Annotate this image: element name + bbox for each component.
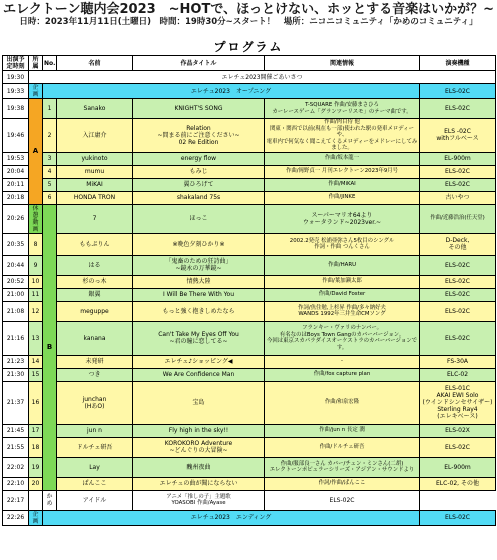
table-row <box>3 490 496 510</box>
row-time: 19:38 <box>3 99 29 119</box>
row-instrument: ELS-01C AKAI EWI Solo (ウインドシンセサイザー) Sterling Ray4 (エレキベース) <box>420 381 496 424</box>
row-title: We Are Confidence Man <box>133 368 265 381</box>
table-row <box>3 477 496 490</box>
row-title: もっと強く抱きしめたなら <box>133 301 265 321</box>
row-artist: はる <box>57 255 133 275</box>
row-related: 作曲/岡野貞一 月刊エレクトーン2023年9月号 <box>265 165 420 178</box>
row-artist: mumu <box>57 165 133 178</box>
col-title: 作品タイトル <box>133 56 265 71</box>
row-title: I Will Be There With You <box>133 288 265 301</box>
table-row <box>3 457 496 477</box>
row-related: 作曲/HARU <box>265 255 420 275</box>
row-number: 4 <box>43 165 57 178</box>
row-announcement: エレチュ2023開催ごあいさつ <box>29 71 496 84</box>
block-label: B <box>43 204 57 490</box>
table-row <box>3 255 496 275</box>
program-table <box>2 55 496 526</box>
row-related: 作詞/魚住勉,上杉昇 作曲/多々納好夫 WANDS 1992年三井生命CMソング <box>265 301 420 321</box>
col-no: No. <box>43 56 57 71</box>
row-artist: つき <box>57 368 133 381</box>
table-row <box>3 437 496 457</box>
program-heading: プログラム <box>213 40 284 54</box>
header <box>0 0 497 34</box>
row-instrument: ELS-02C <box>420 510 496 525</box>
row-artist: Sanako <box>57 99 133 119</box>
row-instrument: ELS-02C <box>420 165 496 178</box>
row-number: 20 <box>29 477 43 490</box>
row-time: 21:23 <box>3 355 29 368</box>
row-artist: jun n <box>57 424 133 437</box>
row-number: 2 <box>43 119 57 153</box>
row-instrument: EL-900m <box>420 457 496 477</box>
table-row <box>3 99 496 119</box>
row-time: 19:53 <box>3 152 29 165</box>
row-artist: ドルチェ研吾 <box>57 437 133 457</box>
row-title: アイドル <box>57 490 133 510</box>
row-instrument: ELC-02 <box>420 368 496 381</box>
row-artist: meguppe <box>57 301 133 321</box>
row-time: 21:00 <box>3 288 29 301</box>
table-row <box>3 119 496 153</box>
table-row <box>3 510 496 525</box>
table-row <box>3 152 496 165</box>
row-time: 20:18 <box>3 191 29 204</box>
row-number: 10 <box>29 275 43 288</box>
row-title: 宝島 <box>133 381 265 424</box>
row-time: 22:10 <box>3 477 29 490</box>
row-instrument: ELS-02C <box>420 255 496 275</box>
row-title: Can't Take My Eyes Off You ~君の瞳に恋してる~ <box>133 321 265 355</box>
table-row <box>3 301 496 321</box>
row-instrument: D-Deck, その他 <box>420 233 496 255</box>
row-related: 作曲/服部良一さん カバー/チェン・ミンさん(二胡) エレクトーンポピュラーシリーズ・アジアン・サウンドより <box>265 457 420 477</box>
row-related: フランキー・ヴァリのナンバー。 有名なのはBoys Town Gangのカバーバージョン。 今回は東京スカパラダイスオーケストラのカバーバージョンです。 <box>265 321 420 355</box>
row-instrument: ELS-02C <box>420 437 496 457</box>
row-number: 16 <box>29 381 43 424</box>
row-time: 20:35 <box>3 233 29 255</box>
table-row <box>3 233 496 255</box>
row-number: 3 <box>43 152 57 165</box>
table-header-row <box>3 56 496 71</box>
row-title: もみじ <box>133 165 265 178</box>
table-row <box>3 355 496 368</box>
row-block: 企画 <box>29 84 43 99</box>
row-time: 19:46 <box>3 119 29 153</box>
table-row <box>3 288 496 301</box>
row-time: 22:02 <box>3 457 29 477</box>
row-artist: ももぷりん <box>57 233 133 255</box>
row-time: 21:08 <box>3 301 29 321</box>
row-time: 21:37 <box>3 381 29 424</box>
row-related: - <box>265 355 420 368</box>
table-row <box>3 191 496 204</box>
row-related: 作曲/JINKE <box>265 191 420 204</box>
row-related: T-SQUARE 作曲/安藤まさひろ カーレースゲーム「グランツーリスモ」のテーマ曲です。 <box>265 99 420 119</box>
row-instrument: FS-30A <box>420 355 496 368</box>
row-number: 12 <box>29 301 43 321</box>
row-instrument: 古いやつ <box>420 191 496 204</box>
row-title: 翼ひろげて <box>133 178 265 191</box>
row-related: 作曲/jun n 長定 潤 <box>265 424 420 437</box>
table-row <box>3 165 496 178</box>
row-time: 20:26 <box>3 204 29 233</box>
row-title: KOROKORO Adventure ~どんぐりの大冒険~ <box>133 437 265 457</box>
row-time: 20:04 <box>3 165 29 178</box>
row-title: Relation ~間まる前にご注意ください~ 02 Re Edition <box>133 119 265 153</box>
row-number: 14 <box>29 355 43 368</box>
row-time: 21:55 <box>3 437 29 457</box>
row-artist: ほっこ <box>133 204 265 233</box>
row-block: 企画 <box>29 510 43 525</box>
row-instrument: ELS -02C withフルベース <box>420 119 496 153</box>
row-related: 作曲/MiKAI <box>265 178 420 191</box>
row-number: 18 <box>29 437 43 457</box>
table-row <box>3 204 496 233</box>
row-instrument: ELS-02C <box>420 275 496 288</box>
table-row <box>3 321 496 355</box>
row-number: 6 <box>43 191 57 204</box>
row-number: 11 <box>29 288 43 301</box>
row-related: 作曲/肉目侍 他 関東・関西で以前(現在も一部)使われた駅の発車メロディーや、 電車内で何気なく聞こえてくるメロディーをメドレーにしてみました。 <box>265 119 420 153</box>
row-title: Fly high in the sky!! <box>133 424 265 437</box>
row-time: 20:11 <box>3 178 29 191</box>
row-related: 作曲/ドルチェ研吾 <box>265 437 420 457</box>
row-related: 作曲/fox capture plan <box>265 368 420 381</box>
table-row <box>3 84 496 99</box>
row-title: 情熱大陸 <box>133 275 265 288</box>
row-artist: 銀翼 <box>57 288 133 301</box>
table-body <box>3 71 496 526</box>
row-time: 21:45 <box>3 424 29 437</box>
col-related: 関連情報 <box>265 56 420 71</box>
row-instrument: ELS-02C <box>265 490 420 510</box>
row-artist: 未発研 <box>57 355 133 368</box>
row-artist: kanana <box>57 321 133 355</box>
row-number: 13 <box>29 321 43 355</box>
event-subtitle: 日時：2023年11月11日(土曜日) 時間：19時30分~スタート！ 場所：ニコニコミュニティ「かめのコミュニティ」 <box>19 17 478 27</box>
col-block: 所属 <box>29 56 43 71</box>
row-instrument: ELS-02X <box>420 424 496 437</box>
row-artist: HONDA TRON <box>57 191 133 204</box>
table-row <box>3 381 496 424</box>
row-related: 作曲/葉加瀬太郎 <box>265 275 420 288</box>
row-time: 19:30 <box>3 71 29 84</box>
row-artist: 杉のっ木 <box>57 275 133 288</box>
row-number: 15 <box>29 368 43 381</box>
col-artist: 名前 <box>57 56 133 71</box>
event-title: エレクトーン聴内会2023 ~HOTで、ほっとけない、ホッとする音楽はいかが？~ <box>3 2 494 17</box>
row-number <box>29 490 43 510</box>
row-instrument: ELS-02C <box>420 288 496 301</box>
row-number: 1 <box>43 99 57 119</box>
row-instrument: ELS-02C <box>420 99 496 119</box>
row-related: 作曲/近藤浩治(任天堂) <box>420 204 496 233</box>
row-title: ※晩色夕刻ひかり※ <box>133 233 265 255</box>
block-label: A <box>29 99 43 205</box>
row-title: スーパーマリオ64より ウォータランド~2023ver.~ <box>265 204 420 233</box>
row-time: 21:30 <box>3 368 29 381</box>
row-block: 休憩 動画 <box>29 204 43 233</box>
row-number: 7 <box>57 204 133 233</box>
col-time: 出演予定時刻 <box>3 56 29 71</box>
row-number: 5 <box>43 178 57 191</box>
row-number: 19 <box>29 457 43 477</box>
row-title: エレチュ♪ショッピング◀ <box>133 355 265 368</box>
row-time: 22:17 <box>3 490 29 510</box>
row-instrument: EL-900m <box>420 152 496 165</box>
row-instrument: ELS-02C <box>420 178 496 191</box>
row-related: 作詞/作曲/ぱんここ <box>265 477 420 490</box>
table-row <box>3 71 496 84</box>
table-row <box>3 275 496 288</box>
row-title: 「鬼畜のための狂詩曲」 ~鏡永の万華鏡~ <box>133 255 265 275</box>
row-title: 醜州夜曲 <box>133 457 265 477</box>
row-related: 作曲/和泉宏隆 <box>265 381 420 424</box>
row-instrument: ELC-02, その他 <box>420 477 496 490</box>
row-time: 20:52 <box>3 275 29 288</box>
row-time: 20:44 <box>3 255 29 275</box>
row-number: 8 <box>29 233 43 255</box>
row-related: アニメ「推しの子」主題歌 YOASOBI 作曲/Ayase <box>133 490 265 510</box>
row-artist: MiKAI <box>57 178 133 191</box>
row-instrument: ELS-02C <box>420 84 496 99</box>
row-related: 作曲/David Foster <box>265 288 420 301</box>
row-related: 2002.2発売 松浦亜弥さん5枚目のシングル 作詞・作曲 つんくさん <box>265 233 420 255</box>
table-row <box>3 424 496 437</box>
row-number: 9 <box>29 255 43 275</box>
row-related: 作曲/坂本龍一 <box>265 152 420 165</box>
row-artist: junchan (HあO) <box>57 381 133 424</box>
col-instrument: 演奏機種 <box>420 56 496 71</box>
row-time: 21:16 <box>3 321 29 355</box>
row-artist: かめ <box>43 490 57 510</box>
row-title: KNIGHT'S SONG <box>133 99 265 119</box>
row-title: shakaland 75s <box>133 191 265 204</box>
table-row <box>3 178 496 191</box>
row-title: エレチュの曲が聞にならない <box>133 477 265 490</box>
row-artist: yukinoto <box>57 152 133 165</box>
row-segment-title: エレチュ2023 オープニング <box>43 84 420 99</box>
row-instrument: ELS-02C <box>420 301 496 321</box>
row-title: energy flow <box>133 152 265 165</box>
row-artist: Lay <box>57 457 133 477</box>
table-row <box>3 368 496 381</box>
row-segment-title: エレチュ2023 エンディング <box>43 510 420 525</box>
row-instrument: ELS-02C <box>420 321 496 355</box>
row-time: 19:33 <box>3 84 29 99</box>
row-artist: ぱんここ <box>57 477 133 490</box>
row-number: 17 <box>29 424 43 437</box>
row-artist: 入江庸介 <box>57 119 133 153</box>
row-time: 22:26 <box>3 510 29 525</box>
